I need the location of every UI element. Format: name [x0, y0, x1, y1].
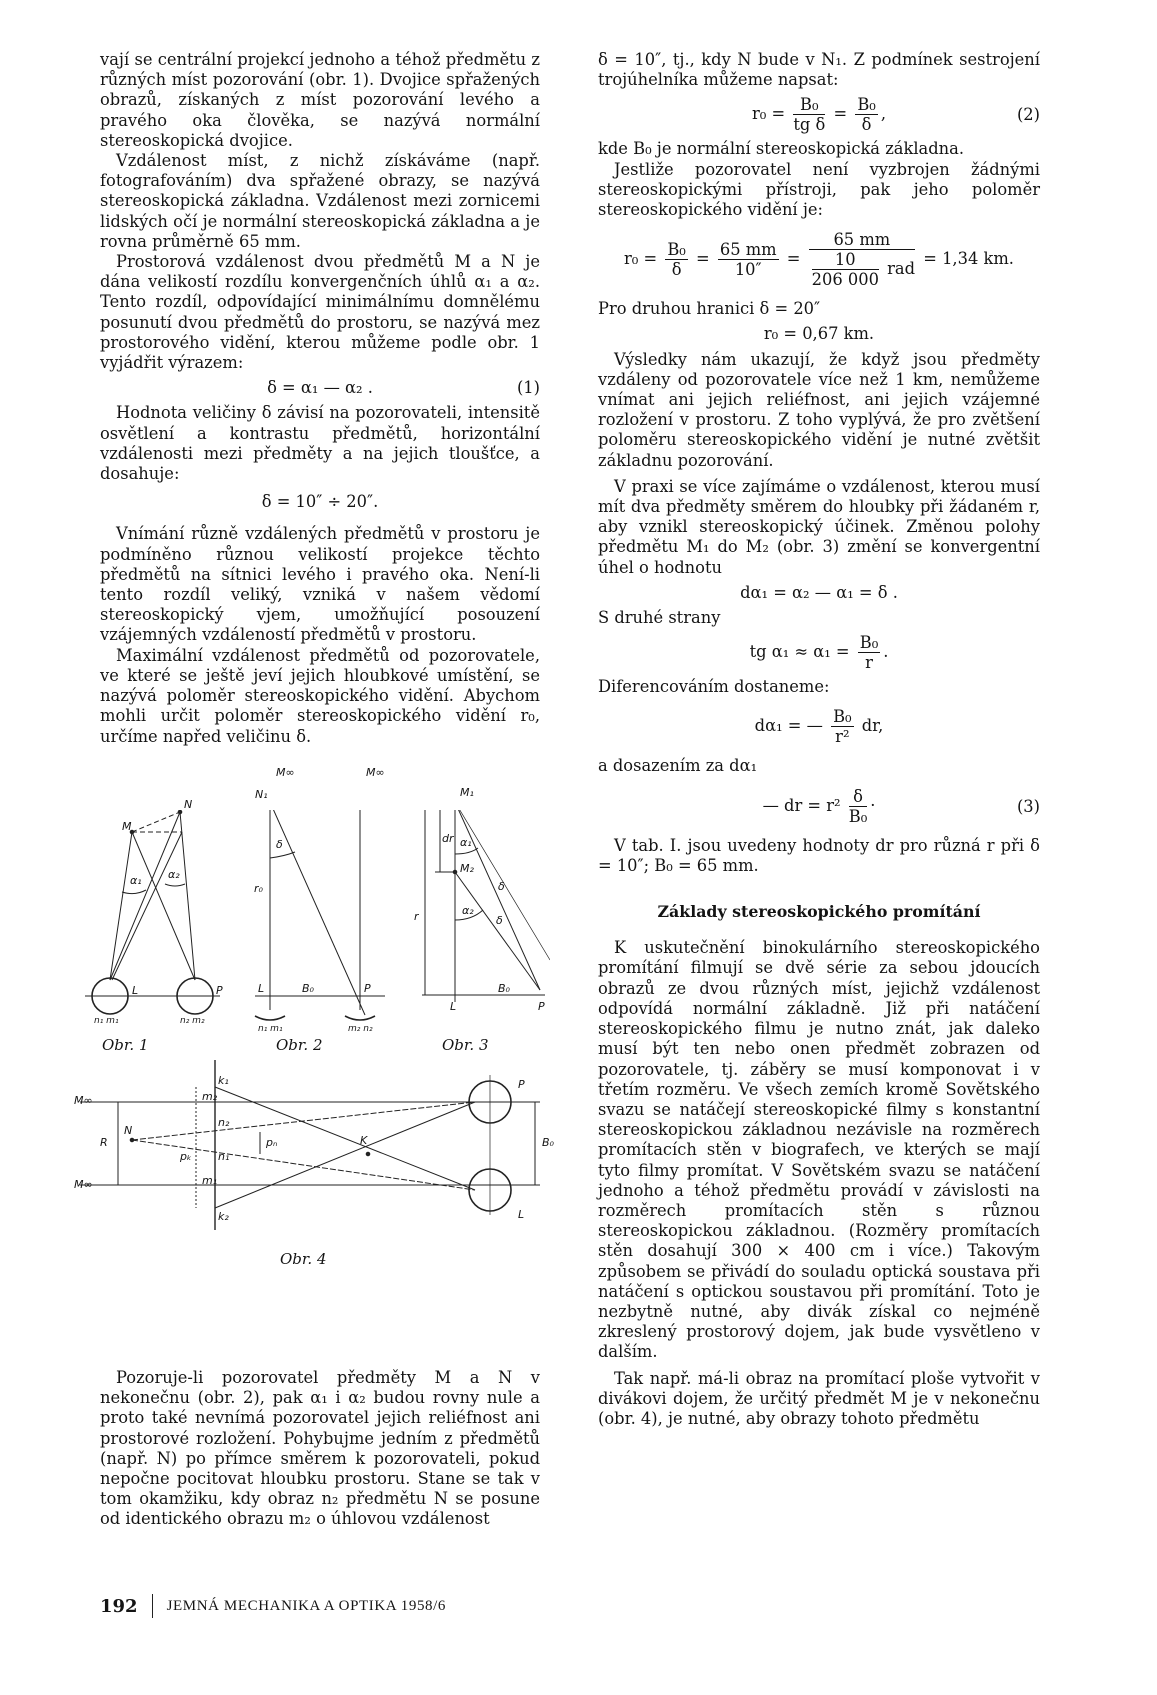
- fig2-label-Minf1: M∞: [276, 766, 295, 779]
- fig4-ray-k2: [215, 1102, 475, 1208]
- figure-1: [85, 810, 220, 1014]
- equation-body: r₀ = 0,67 km.: [763, 324, 875, 344]
- fig4-label-Minf1: M∞: [74, 1094, 93, 1107]
- fig4-label-n1: n₁: [218, 1150, 230, 1163]
- numerator: B₀: [667, 240, 686, 260]
- left-column-bottom: [100, 1368, 540, 1530]
- numerator: δ: [849, 787, 868, 807]
- fig3-label-delta-2: δ: [496, 914, 503, 927]
- fig4-label-m1: m₁: [202, 1174, 218, 1187]
- fig4-label-pk: pₖ: [180, 1150, 192, 1163]
- fig4-label-N: N: [124, 1124, 133, 1137]
- fig3-label-a2: α₂: [462, 904, 474, 917]
- equation-8: [598, 787, 1040, 826]
- equation-part: dα₁ = —: [754, 716, 823, 736]
- paragraph: Vnímání různě vzdálených předmětů v prostoru je podmíněno různou velikostí projekce těchto předmětů na sítnici levého i pravého oka. Není-li tento rozdíl veliký, vzniká v našem vědomí stereoskopický vjem, umožňující posouzení vzájemných vzdáleností předmětů v prostoru.: [100, 524, 540, 645]
- equation-part: — dr = r²: [762, 795, 841, 815]
- fig2-left-retina: [255, 1016, 285, 1020]
- fraction: [855, 95, 878, 134]
- figures-area: [74, 766, 554, 1340]
- paragraph: K uskutečnění binokulárního stereoskopického promítání filmují se dvě série za sebou jdoucích obrazů ze dvou různých míst, jejichž vzdálenost odpovídá normální základně. Již při natáčení stereoskopického filmu je nutno znát, jak daleko musí být ten nebo onen předmět zobrazen od pozorovatele, tj. záběry se musí komponovat i v třetím rozměru. Ve všech zemích kromě Sovětského svazu se natáčejí stereoskopické filmy s konstantní stereoskopickou základnou nezávisle na rozměrech promítacích stěn v biografech, ve kterých se mají tyto filmy promítat. V Sovětském svazu se natáčení jednoho a téhož předmětu provádí v závislosti na rozměrech promítacích stěn s různou stereoskopickou základnou. (Rozměry promítacích stěn dosahují 300 × 400 cm i více.) Takovým způsobem se přivádí do souladu optická soustava při natáčení s optickou soustavou při promítání. Toto je nezbytně nutné, aby divák získal co nejméně zkreslený prostorový dojem, jak bude vysvětleno v dalším.: [598, 938, 1040, 1362]
- equation-part: dr,: [861, 716, 884, 736]
- equation-2: [598, 95, 1040, 134]
- equation-body: dα₁ = α₂ — α₁ = δ .: [740, 582, 898, 602]
- fig1-label-right-eye: n₂ m₂: [180, 1016, 205, 1026]
- paragraph: V tab. I. jsou uvedeny hodnoty dr pro různá r při δ = 10″; B₀ = 65 mm.: [598, 835, 1040, 875]
- denominator: [809, 250, 915, 289]
- fraction: [718, 240, 779, 279]
- unit: rad: [887, 259, 916, 279]
- paragraph: Pro druhou hranici δ = 20″: [598, 299, 821, 319]
- equation-7: [598, 707, 1040, 746]
- page-number: 192: [100, 1595, 138, 1617]
- equation-part: ·: [870, 795, 876, 815]
- fig4-label-B0: B₀: [542, 1136, 554, 1149]
- fig1-label-P: P: [216, 984, 223, 997]
- fig3-label-L: L: [450, 1000, 457, 1013]
- equation-body: δ = 10″ ÷ 20″.: [261, 492, 379, 512]
- numerator: 10: [812, 250, 879, 270]
- figure-3: [420, 810, 550, 1002]
- paragraph: kde B₀ je normální stereoskopická základna.: [598, 139, 965, 159]
- fig1-ray: [110, 832, 132, 980]
- fig4-label-L: L: [518, 1208, 525, 1221]
- numerator: B₀: [793, 95, 825, 115]
- paragraph: Diferencováním dostaneme:: [598, 677, 830, 697]
- fig1-label-a2: α₂: [168, 868, 180, 881]
- equation-number: (3): [1016, 796, 1040, 816]
- fraction: [809, 230, 915, 289]
- paragraph: Prostorová vzdálenost dvou předmětů M a N je dána velikostí rozdílu konvergenčních úhlů α₁ a α₂. Tento rozdíl, odpovídající minimálnímu domnělému posunutí dvou předmětů do prostoru, se nazývá mez prostorového vidění, kterou můžeme podle obr. 1 vyjádřit výrazem:: [100, 252, 540, 373]
- fig1-angle-a1: [122, 890, 146, 894]
- journal-title: JEMNÁ MECHANIKA A OPTIKA 1958/6: [166, 1597, 447, 1614]
- fig4-label-k2: k₂: [218, 1210, 229, 1223]
- fig3-label-dr: dr: [442, 832, 454, 845]
- fig4-label-K: K: [360, 1134, 368, 1147]
- equation-number: (2): [1016, 105, 1040, 125]
- fig4-ray: [132, 1140, 475, 1190]
- page-footer: [100, 1594, 446, 1618]
- paragraph: a dosazením za dα₁: [598, 756, 758, 776]
- equation-range: [100, 492, 540, 512]
- paragraph: Pozoruje-li pozorovatel předměty M a N v nekonečnu (obr. 2), pak α₁ i α₂ budou rovny nule a proto také nevnímá pozorovatel jejich reliéfnost ani prostorové rozložení. Pohybujme jedním z předmětů (např. N) po přímce směrem k pozorovateli, pokud nepočne pocitovat hloubku prostoru. Stane se tak v tom okamžiku, kdy obraz n₂ předmětu N se posune od identického obrazu m₂ o úhlovou vzdálenost: [100, 1368, 540, 1529]
- denominator: r: [865, 653, 873, 673]
- equation-part: r₀ =: [624, 249, 658, 269]
- figure-caption: Obr. 4: [280, 1250, 327, 1268]
- fig2-right-retina: [345, 1016, 375, 1020]
- footer-divider: [152, 1594, 153, 1618]
- fig1-ray: [110, 812, 180, 980]
- fig2-angle-delta: [270, 852, 295, 858]
- fig2-label-right-eye: m₂ n₂: [348, 1024, 373, 1034]
- equation-6: [598, 633, 1040, 672]
- denominator: B₀: [848, 806, 868, 826]
- fig1-label-left-eye: n₁ m₁: [94, 1016, 119, 1026]
- paragraph: Hodnota veličiny δ závisí na pozorovateli, intensitě osvětlení a kontrastu předmětů, horizontální vzdálenosti mezi předměty a na jejich tloušťce, a dosahuje:: [100, 403, 540, 484]
- figure-caption: Obr. 1: [102, 1036, 149, 1054]
- left-column: [100, 50, 540, 747]
- fig1-ray: [132, 832, 195, 980]
- equation-part: =: [833, 104, 848, 124]
- fig1-ray: [112, 832, 182, 980]
- fig3-label-M2: M₂: [460, 862, 474, 875]
- numerator: B₀: [833, 707, 852, 727]
- fig2-label-N1: N₁: [255, 788, 268, 801]
- fig2-label-L: L: [258, 982, 265, 995]
- fig1-label-N: N: [184, 798, 193, 811]
- figure-caption: Obr. 2: [276, 1036, 323, 1054]
- denominator: tg δ: [793, 115, 826, 135]
- fig2-label-Minf2: M∞: [366, 766, 385, 779]
- nested-fraction: [812, 250, 879, 289]
- section-heading: Základy stereoskopického promítání: [657, 902, 981, 922]
- paragraph: vají se centrální projekcí jednoho a téhož předmětu z různých míst pozorování (obr. 1). Dvojice spřažených obrazů, získaných z míst pozorování levého a pravého oka člověka, se nazývá normální stereoskopická dvojice.: [100, 50, 540, 150]
- paragraph: Tak např. má-li obraz na promítací ploše vytvořit v divákovi dojem, že určitý předmět M je v nekonečnu (obr. 4), je nutné, aby obrazy tohoto předmětu: [598, 1368, 1040, 1428]
- fig2-label-r0: r₀: [254, 882, 263, 895]
- fraction: [858, 633, 881, 672]
- fig4-label-P: P: [518, 1078, 525, 1091]
- equation-5: [598, 583, 1040, 603]
- numerator: 65 mm: [719, 240, 777, 260]
- equation-1: [100, 378, 540, 398]
- fig3-label-P: P: [538, 1000, 545, 1013]
- equation-part: ,: [880, 104, 886, 124]
- fig4-label-n2: n₂: [218, 1116, 230, 1129]
- fig4-label-m2: m₂: [202, 1090, 218, 1103]
- fig3-label-r: r: [414, 910, 419, 923]
- denominator: δ: [861, 115, 872, 135]
- fig2-label-B0: B₀: [302, 982, 314, 995]
- fig2-label-P: P: [364, 982, 371, 995]
- denominator: 206 000: [811, 270, 879, 290]
- fig1-label-M: M: [122, 820, 132, 833]
- paragraph: δ = 10″, tj., kdy N bude v N₁. Z podmínek sestrojení trojúhelníka můžeme napsat:: [598, 50, 1040, 90]
- fig2-label-left-eye: n₁ m₁: [258, 1024, 283, 1034]
- right-column: [598, 50, 1040, 1429]
- paragraph: Maximální vzdálenost předmětů od pozorovatele, ve které se ještě jeví jejich hloubkové umístění, se nazývá poloměr stereoskopického vidění. Abychom mohli určit poloměr stereoskopického vidění r₀, určíme napřed veličinu δ.: [100, 645, 540, 746]
- fraction: [793, 95, 825, 134]
- equation-part: .: [883, 642, 889, 662]
- fig4-label-Minf2: M∞: [74, 1178, 93, 1191]
- fig2-ray: [270, 810, 365, 1015]
- paragraph: Vzdálenost míst, z nichž získáváme (např. fotografováním) dva spřažené obrazy, se nazývá stereoskopická základna. Vzdálenost mezi zornicemi lidských očí je normální stereoskopická základna a je rovna průměrně 65 mm.: [100, 151, 540, 251]
- denominator: δ: [671, 260, 682, 280]
- fraction: [665, 240, 688, 279]
- fig4-label-k1: k₁: [218, 1074, 229, 1087]
- equation-result: = 1,34 km.: [923, 249, 1014, 269]
- paragraph: Výsledky nám ukazují, že když jsou předměty vzdáleny od pozorovatele více než 1 km, nemůžeme vnímat ani jejich reliéfnost, ani jejich vzájemné rozložení v prostoru. Z toho vyplývá, že pro zvětšení poloměru stereoskopického vidění je nutné zvětšit základnu pozorování.: [598, 349, 1040, 470]
- paragraph: S druhé strany: [598, 608, 721, 628]
- numerator: B₀: [857, 95, 876, 115]
- paragraph: Jestliže pozorovatel není vyzbrojen žádnými stereoskopickými přístroji, pak jeho poloměr stereoskopického vidění je:: [598, 159, 1040, 220]
- fig4-label-R: R: [100, 1136, 108, 1149]
- fig3-label-M1: M₁: [460, 786, 474, 799]
- fig4-label-pn: pₙ: [266, 1136, 278, 1149]
- fig1-label-a1: α₁: [130, 874, 142, 887]
- equation-3: r₀ = $\frac{\text{B₀}}{\delta}$ = $\frac{65 mm}{10''}$ = 65 mm $\frac{10}{206 000}$ rad = 1,34 km.: [624, 230, 1014, 290]
- equation-body: δ = α₁ — α₂ .: [267, 378, 373, 398]
- denominator: 10″: [734, 260, 762, 280]
- denominator: r²: [835, 727, 850, 747]
- fraction: [831, 707, 854, 746]
- numerator: B₀: [859, 633, 879, 653]
- figure-4: [80, 1060, 540, 1230]
- figure-caption: Obr. 3: [442, 1036, 489, 1054]
- paragraph: V praxi se více zajímáme o vzdálenost, kterou musí mít dva předměty směrem do hloubky při žádaném r, aby vznikl stereoskopický účinek. Změnou polohy předmětu M₁ do M₂ (obr. 3) změní se konvergentní úhel o hodnotu: [598, 476, 1040, 577]
- fig1-label-L: L: [132, 984, 139, 997]
- equation-number: (1): [516, 378, 540, 398]
- equation-4: [598, 324, 1040, 344]
- fig2-label-delta: δ: [276, 838, 283, 851]
- numerator: 65 mm: [809, 230, 915, 250]
- fig3-label-delta-1: δ: [498, 880, 505, 893]
- fig1-ray: [180, 812, 195, 980]
- fig4-ray: [132, 1102, 475, 1140]
- fig3-label-a1: α₁: [460, 836, 472, 849]
- fraction: [849, 787, 868, 826]
- fig1-angle-a2: [165, 884, 185, 886]
- fig3-label-B0: B₀: [498, 982, 510, 995]
- equation-part: r₀ =: [752, 104, 786, 124]
- equation-part: tg α₁ ≈ α₁ =: [749, 642, 850, 662]
